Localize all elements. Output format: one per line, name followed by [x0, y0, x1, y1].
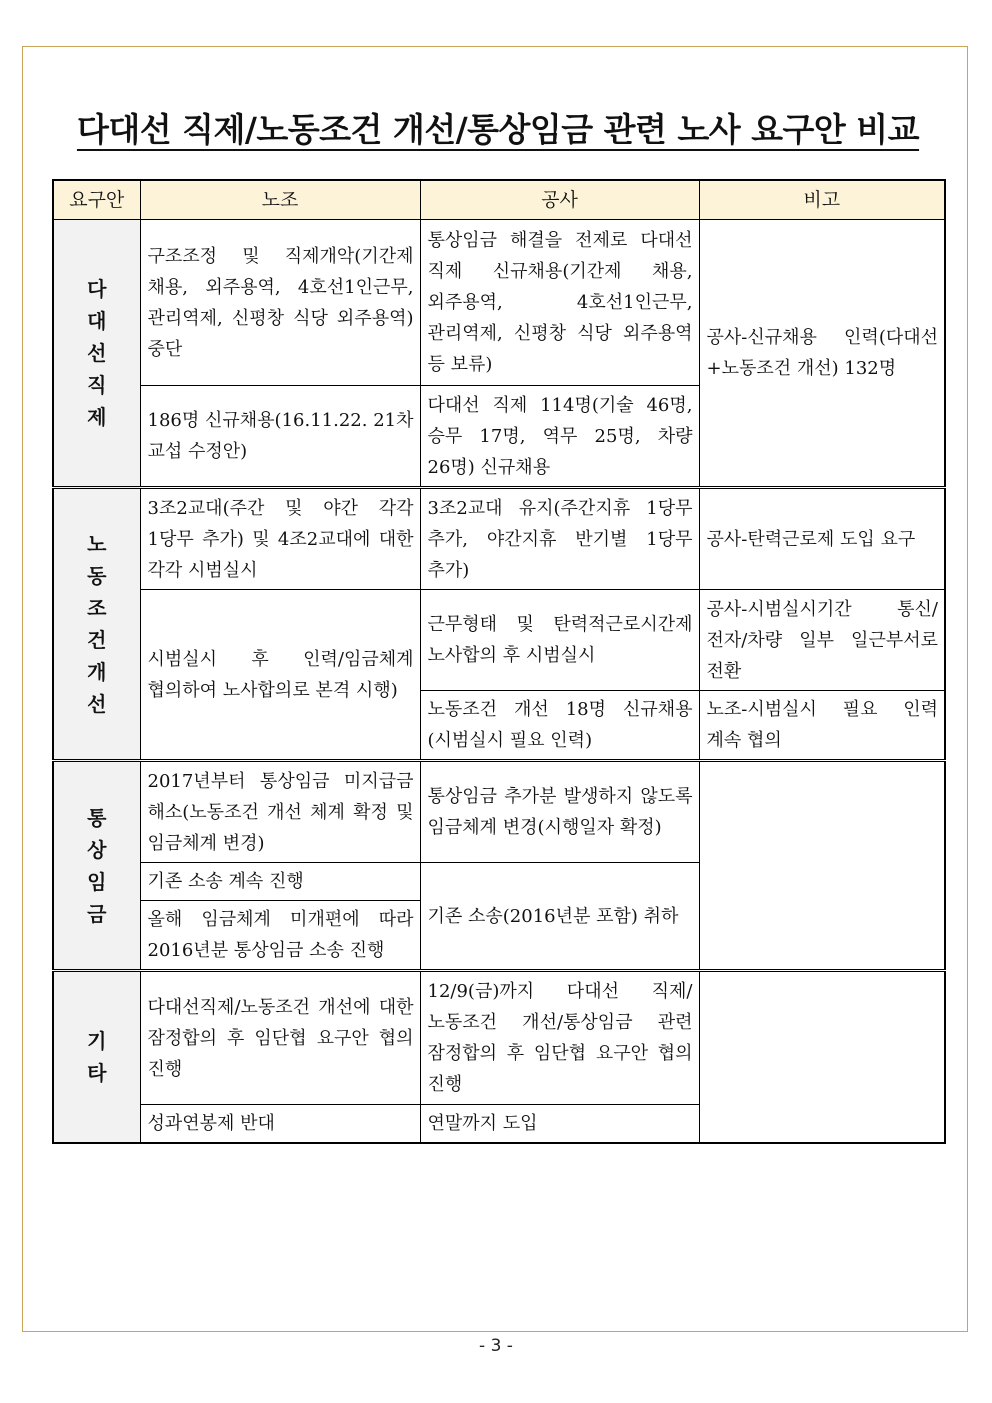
table-row: [53, 761, 945, 863]
company-cell: 12/9(금)까지 다대선 직제/노동조건 개선/통상임금 관련 잠정합의 후 임단협 요구안 협의 진행: [420, 971, 699, 1105]
note-cell: 노조-시범실시 필요 인력 계속 협의: [699, 691, 945, 761]
header-row: [53, 180, 945, 220]
note-cell: 공사-시범실시기간 통신/전자/차량 일부 일근부서로 전환: [699, 590, 945, 691]
table-row: [53, 590, 945, 691]
category-cell: 노 동 조 건 개 선: [53, 488, 140, 761]
category-cell: 다 대 선 직 제: [53, 220, 140, 488]
company-cell: 근무형태 및 탄력적근로시간제 노사합의 후 시범실시: [420, 590, 699, 691]
union-cell: 시범실시 후 인력/임금체계 협의하여 노사합의로 본격 시행): [140, 590, 420, 761]
company-cell: 3조2교대 유지(주간지휴 1당무 추가, 야간지휴 반기별 1당무 추가): [420, 488, 699, 590]
company-cell: 통상임금 추가분 발생하지 않도록 임금체계 변경(시행일자 확정): [420, 761, 699, 863]
table-row: [53, 971, 945, 1105]
note-cell: 공사-신규채용 인력(다대선+노동조건 개선) 132명: [699, 220, 945, 488]
header-cell: 요구안: [53, 180, 140, 220]
header-cell: 공사: [420, 180, 699, 220]
company-cell: 기존 소송(2016년분 포함) 취하: [420, 863, 699, 971]
union-cell: 2017년부터 통상임금 미지급금 해소(노동조건 개선 체계 확정 및 임금체계 변경): [140, 761, 420, 863]
union-cell: 구조조정 및 직제개악(기간제 채용, 외주용역, 4호선1인근무, 관리역제, 신평창 식당 외주용역) 중단: [140, 220, 420, 386]
union-cell: 3조2교대(주간 및 야간 각각 1당무 추가) 및 4조2교대에 대한 각각 시범실시: [140, 488, 420, 590]
note-cell: [699, 971, 945, 1144]
union-cell: 기존 소송 계속 진행: [140, 863, 420, 901]
category-cell: 통 상 임 금: [53, 761, 140, 971]
category-cell: 기 타: [53, 971, 140, 1144]
union-cell: 성과연봉제 반대: [140, 1105, 420, 1144]
company-cell: 통상임금 해결을 전제로 다대선 직제 신규채용(기간제 채용, 외주용역, 4호선1인근무, 관리역제, 신평창 식당 외주용역 등 보류): [420, 220, 699, 386]
note-cell: 공사-탄력근로제 도입 요구: [699, 488, 945, 590]
comparison-table: [52, 179, 946, 1144]
note-cell: [699, 761, 945, 971]
header-cell: 노조: [140, 180, 420, 220]
company-cell: 노동조건 개선 18명 신규채용(시범실시 필요 인력): [420, 691, 699, 761]
table-row: [53, 488, 945, 590]
company-cell: 다대선 직제 114명(기술 46명, 승무 17명, 역무 25명, 차량 26명) 신규채용: [420, 386, 699, 488]
union-cell: 올해 임금체계 미개편에 따라 2016년분 통상임금 소송 진행: [140, 901, 420, 971]
table-row: [53, 220, 945, 386]
union-cell: 186명 신규채용(16.11.22. 21차 교섭 수정안): [140, 386, 420, 488]
page-number: - 3 -: [479, 1336, 513, 1356]
document-title: 다대선 직제/노동조건 개선/통상임금 관련 노사 요구안 비교: [76, 110, 920, 149]
header-cell: 비고: [699, 180, 945, 220]
union-cell: 다대선직제/노동조건 개선에 대한 잠정합의 후 임단협 요구안 협의 진행: [140, 971, 420, 1105]
company-cell: 연말까지 도입: [420, 1105, 699, 1144]
